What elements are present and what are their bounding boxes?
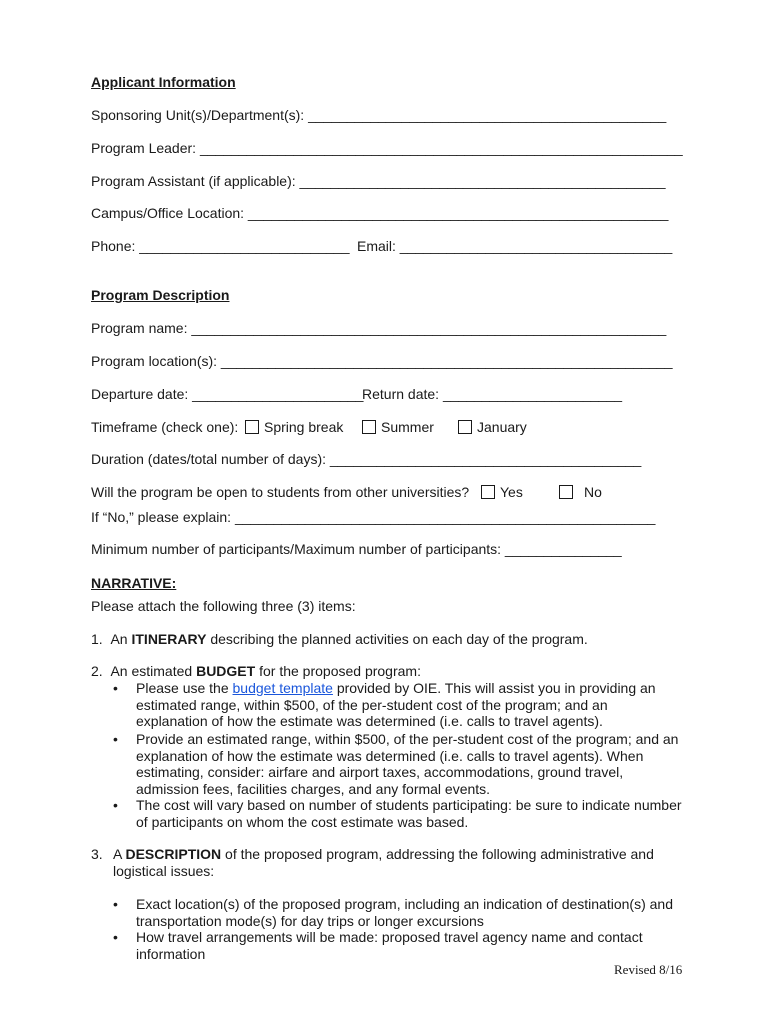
program-name-field[interactable]: Program name: _____________________________________________________________ bbox=[91, 320, 667, 336]
budget-template-link[interactable]: budget template bbox=[232, 680, 333, 696]
timeframe-spring-break-option[interactable]: Spring break bbox=[245, 419, 343, 435]
yes-checkbox[interactable] bbox=[481, 485, 495, 499]
list-item: • How travel arrangements will be made: proposed travel agency name and contact information bbox=[113, 929, 643, 962]
spring-break-checkbox[interactable] bbox=[245, 420, 259, 434]
list-item: • Exact location(s) of the proposed program, including an indication of destination(s) and transportation mode(s) for day trips or longer excursions bbox=[113, 896, 673, 929]
email-field[interactable]: Email: ___________________________________ bbox=[357, 238, 673, 254]
campus-location-field[interactable]: Campus/Office Location: ______________________________________________________ bbox=[91, 205, 669, 221]
revision-note: Revised 8/16 bbox=[614, 962, 683, 977]
list-item: • Provide an estimated range, within $500, of the per-student cost of the program; and an explanation of how the estimate was determined (i.e. calls to travel agents). When estimating, consider: airfare and airport taxes, accommodations, ground travel, admission fees, facilities charges, and any formal events. bbox=[113, 731, 679, 797]
duration-field[interactable]: Duration (dates/total number of days): ________________________________________ bbox=[91, 451, 642, 467]
program-assistant-field[interactable]: Program Assistant (if applicable): _______________________________________________ bbox=[91, 173, 666, 189]
phone-field[interactable]: Phone: ___________________________ bbox=[91, 238, 350, 254]
item-description: 3. A DESCRIPTION of the proposed program, addressing the following administrative and logistical issues: bbox=[91, 846, 654, 879]
sponsoring-unit-field[interactable]: Sponsoring Unit(s)/Department(s): ______________________________________________ bbox=[91, 107, 667, 123]
program-location-field[interactable]: Program location(s): __________________________________________________________ bbox=[91, 353, 673, 369]
narrative-heading: NARRATIVE: bbox=[91, 575, 177, 591]
program-leader-field[interactable]: Program Leader: ______________________________________________________________ bbox=[91, 140, 683, 156]
open-yes-option[interactable]: Yes bbox=[481, 484, 523, 500]
list-item: • Please use the budget template provided by OIE. This will assist you in providing an estimated range, within $500, of the per-student cost of the program; and an explanation of how the estimate was determined (i.e. calls to travel agents). bbox=[113, 680, 656, 729]
no-checkbox[interactable] bbox=[559, 485, 573, 499]
applicant-heading: Applicant Information bbox=[91, 74, 236, 90]
explain-field[interactable]: If “No,” please explain: ______________________________________________________ bbox=[91, 509, 656, 525]
return-date-field[interactable]: Return date: _______________________ bbox=[362, 386, 623, 402]
timeframe-summer-option[interactable]: Summer bbox=[362, 419, 434, 435]
open-to-others-question: Will the program be open to students from other universities? bbox=[91, 484, 470, 500]
timeframe-january-option[interactable]: January bbox=[458, 419, 527, 435]
program-heading: Program Description bbox=[91, 287, 230, 303]
list-item: • The cost will vary based on number of students participating: be sure to indicate number of participants on whom the cost estimate was based. bbox=[113, 797, 682, 830]
open-no-option[interactable]: No bbox=[559, 484, 602, 500]
item-budget: 2. An estimated BUDGET for the proposed program: bbox=[91, 663, 421, 679]
participants-field[interactable]: Minimum number of participants/Maximum number of participants: _______________ bbox=[91, 541, 622, 557]
narrative-intro: Please attach the following three (3) items: bbox=[91, 598, 356, 614]
summer-checkbox[interactable] bbox=[362, 420, 376, 434]
item-itinerary: 1. An ITINERARY describing the planned activities on each day of the program. bbox=[91, 631, 588, 647]
timeframe-label: Timeframe (check one): bbox=[91, 419, 239, 435]
departure-date-field[interactable]: Departure date: ______________________ bbox=[91, 386, 364, 402]
january-checkbox[interactable] bbox=[458, 420, 472, 434]
